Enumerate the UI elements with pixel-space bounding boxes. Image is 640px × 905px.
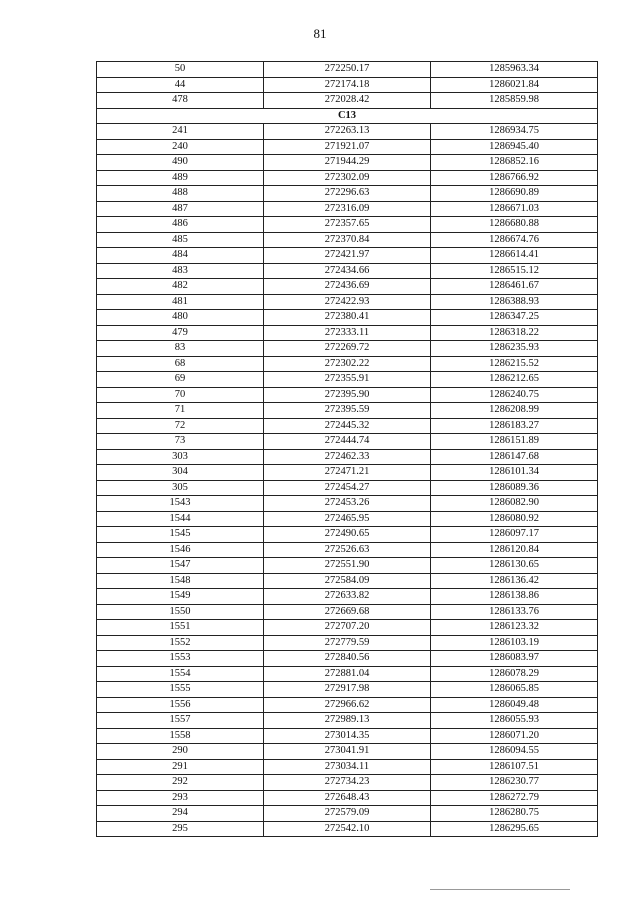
point-number-cell: 485 xyxy=(97,232,264,248)
point-number-cell: 1549 xyxy=(97,589,264,605)
point-number-cell: 68 xyxy=(97,356,264,372)
y-coordinate-cell: 1286049.48 xyxy=(431,697,598,713)
y-coordinate-cell: 1286208.99 xyxy=(431,403,598,419)
x-coordinate-cell: 272269.72 xyxy=(264,341,431,357)
x-coordinate-cell: 272395.90 xyxy=(264,387,431,403)
y-coordinate-cell: 1286674.76 xyxy=(431,232,598,248)
table-row xyxy=(97,186,598,202)
y-coordinate-cell: 1286080.92 xyxy=(431,511,598,527)
point-number-cell: 44 xyxy=(97,77,264,93)
table-row xyxy=(97,775,598,791)
point-number-cell: 295 xyxy=(97,821,264,837)
y-coordinate-cell: 1286945.40 xyxy=(431,139,598,155)
table-row xyxy=(97,279,598,295)
x-coordinate-cell: 272174.18 xyxy=(264,77,431,93)
x-coordinate-cell: 272648.43 xyxy=(264,790,431,806)
x-coordinate-cell: 272250.17 xyxy=(264,62,431,78)
table-row xyxy=(97,124,598,140)
y-coordinate-cell: 1286295.65 xyxy=(431,821,598,837)
x-coordinate-cell: 272669.68 xyxy=(264,604,431,620)
y-coordinate-cell: 1286515.12 xyxy=(431,263,598,279)
x-coordinate-cell: 272302.22 xyxy=(264,356,431,372)
y-coordinate-cell: 1286138.86 xyxy=(431,589,598,605)
y-coordinate-cell: 1286215.52 xyxy=(431,356,598,372)
table-row xyxy=(97,496,598,512)
y-coordinate-cell: 1286021.84 xyxy=(431,77,598,93)
table-row xyxy=(97,558,598,574)
table-row xyxy=(97,325,598,341)
point-number-cell: 478 xyxy=(97,93,264,109)
point-number-cell: 83 xyxy=(97,341,264,357)
point-number-cell: 482 xyxy=(97,279,264,295)
y-coordinate-cell: 1286690.89 xyxy=(431,186,598,202)
point-number-cell: 241 xyxy=(97,124,264,140)
point-number-cell: 240 xyxy=(97,139,264,155)
point-number-cell: 71 xyxy=(97,403,264,419)
x-coordinate-cell: 272989.13 xyxy=(264,713,431,729)
x-coordinate-cell: 271921.07 xyxy=(264,139,431,155)
point-number-cell: 291 xyxy=(97,759,264,775)
x-coordinate-cell: 272436.69 xyxy=(264,279,431,295)
table-row xyxy=(97,573,598,589)
x-coordinate-cell: 272471.21 xyxy=(264,465,431,481)
point-number-cell: 303 xyxy=(97,449,264,465)
x-coordinate-cell: 272421.97 xyxy=(264,248,431,264)
footer-rule xyxy=(430,889,570,890)
table-row xyxy=(97,170,598,186)
table-row xyxy=(97,155,598,171)
y-coordinate-cell: 1286071.20 xyxy=(431,728,598,744)
y-coordinate-cell: 1286934.75 xyxy=(431,124,598,140)
y-coordinate-cell: 1286136.42 xyxy=(431,573,598,589)
y-coordinate-cell: 1286388.93 xyxy=(431,294,598,310)
y-coordinate-cell: 1286347.25 xyxy=(431,310,598,326)
point-number-cell: 304 xyxy=(97,465,264,481)
y-coordinate-cell: 1286614.41 xyxy=(431,248,598,264)
table-row xyxy=(97,310,598,326)
y-coordinate-cell: 1286280.75 xyxy=(431,806,598,822)
table-row xyxy=(97,201,598,217)
table-row xyxy=(97,465,598,481)
x-coordinate-cell: 272263.13 xyxy=(264,124,431,140)
table-row xyxy=(97,294,598,310)
x-coordinate-cell: 272445.32 xyxy=(264,418,431,434)
table-row xyxy=(97,713,598,729)
x-coordinate-cell: 272444.74 xyxy=(264,434,431,450)
x-coordinate-cell: 272579.09 xyxy=(264,806,431,822)
x-coordinate-cell: 272551.90 xyxy=(264,558,431,574)
table-row xyxy=(97,93,598,109)
y-coordinate-cell: 1286133.76 xyxy=(431,604,598,620)
x-coordinate-cell: 272465.95 xyxy=(264,511,431,527)
table-row xyxy=(97,372,598,388)
point-number-cell: 294 xyxy=(97,806,264,822)
point-number-cell: 290 xyxy=(97,744,264,760)
table-row xyxy=(97,77,598,93)
point-number-cell: 488 xyxy=(97,186,264,202)
x-coordinate-cell: 272454.27 xyxy=(264,480,431,496)
point-number-cell: 490 xyxy=(97,155,264,171)
y-coordinate-cell: 1286083.97 xyxy=(431,651,598,667)
x-coordinate-cell: 272779.59 xyxy=(264,635,431,651)
page-number: 81 xyxy=(313,26,327,41)
table-row xyxy=(97,651,598,667)
y-coordinate-cell: 1285963.34 xyxy=(431,62,598,78)
x-coordinate-cell: 272380.41 xyxy=(264,310,431,326)
point-number-cell: 1558 xyxy=(97,728,264,744)
y-coordinate-cell: 1286103.19 xyxy=(431,635,598,651)
y-coordinate-cell: 1286101.34 xyxy=(431,465,598,481)
table-row xyxy=(97,790,598,806)
table-row xyxy=(97,418,598,434)
table-row xyxy=(97,387,598,403)
point-number-cell: 487 xyxy=(97,201,264,217)
x-coordinate-cell: 272584.09 xyxy=(264,573,431,589)
y-coordinate-cell: 1286230.77 xyxy=(431,775,598,791)
table-row xyxy=(97,604,598,620)
y-coordinate-cell: 1286120.84 xyxy=(431,542,598,558)
x-coordinate-cell: 272316.09 xyxy=(264,201,431,217)
point-number-cell: 481 xyxy=(97,294,264,310)
point-number-cell: 305 xyxy=(97,480,264,496)
y-coordinate-cell: 1286089.36 xyxy=(431,480,598,496)
x-coordinate-cell: 272490.65 xyxy=(264,527,431,543)
x-coordinate-cell: 272357.65 xyxy=(264,217,431,233)
y-coordinate-cell: 1286107.51 xyxy=(431,759,598,775)
y-coordinate-cell: 1286235.93 xyxy=(431,341,598,357)
point-number-cell: 483 xyxy=(97,263,264,279)
y-coordinate-cell: 1286272.79 xyxy=(431,790,598,806)
y-coordinate-cell: 1286212.65 xyxy=(431,372,598,388)
y-coordinate-cell: 1286097.17 xyxy=(431,527,598,543)
table-row xyxy=(97,759,598,775)
point-number-cell: 1543 xyxy=(97,496,264,512)
table-row xyxy=(97,682,598,698)
x-coordinate-cell: 272707.20 xyxy=(264,620,431,636)
coordinates-table-body xyxy=(97,62,598,837)
table-row xyxy=(97,356,598,372)
table-row xyxy=(97,635,598,651)
x-coordinate-cell: 272917.98 xyxy=(264,682,431,698)
table-row xyxy=(97,139,598,155)
y-coordinate-cell: 1286151.89 xyxy=(431,434,598,450)
y-coordinate-cell: 1286130.65 xyxy=(431,558,598,574)
x-coordinate-cell: 272355.91 xyxy=(264,372,431,388)
point-number-cell: 1551 xyxy=(97,620,264,636)
coordinates-table xyxy=(96,61,598,837)
table-row xyxy=(97,589,598,605)
section-label: C13 xyxy=(97,108,598,124)
point-number-cell: 69 xyxy=(97,372,264,388)
point-number-cell: 1555 xyxy=(97,682,264,698)
point-number-cell: 72 xyxy=(97,418,264,434)
table-row xyxy=(97,666,598,682)
x-coordinate-cell: 272462.33 xyxy=(264,449,431,465)
point-number-cell: 1546 xyxy=(97,542,264,558)
y-coordinate-cell: 1286766.92 xyxy=(431,170,598,186)
y-coordinate-cell: 1286055.93 xyxy=(431,713,598,729)
y-coordinate-cell: 1286852.16 xyxy=(431,155,598,171)
point-number-cell: 1552 xyxy=(97,635,264,651)
y-coordinate-cell: 1286094.55 xyxy=(431,744,598,760)
x-coordinate-cell: 271944.29 xyxy=(264,155,431,171)
table-row xyxy=(97,248,598,264)
table-row xyxy=(97,806,598,822)
table-row xyxy=(97,511,598,527)
y-coordinate-cell: 1286183.27 xyxy=(431,418,598,434)
point-number-cell: 1557 xyxy=(97,713,264,729)
y-coordinate-cell: 1286671.03 xyxy=(431,201,598,217)
point-number-cell: 1545 xyxy=(97,527,264,543)
point-number-cell: 1556 xyxy=(97,697,264,713)
y-coordinate-cell: 1286082.90 xyxy=(431,496,598,512)
table-row xyxy=(97,744,598,760)
y-coordinate-cell: 1286065.85 xyxy=(431,682,598,698)
table-row xyxy=(97,232,598,248)
table-row xyxy=(97,263,598,279)
point-number-cell: 1550 xyxy=(97,604,264,620)
x-coordinate-cell: 272966.62 xyxy=(264,697,431,713)
point-number-cell: 486 xyxy=(97,217,264,233)
x-coordinate-cell: 272840.56 xyxy=(264,651,431,667)
point-number-cell: 1553 xyxy=(97,651,264,667)
y-coordinate-cell: 1286123.32 xyxy=(431,620,598,636)
y-coordinate-cell: 1286318.22 xyxy=(431,325,598,341)
point-number-cell: 1547 xyxy=(97,558,264,574)
table-row xyxy=(97,449,598,465)
table-row xyxy=(97,217,598,233)
x-coordinate-cell: 272453.26 xyxy=(264,496,431,512)
point-number-cell: 50 xyxy=(97,62,264,78)
table-row xyxy=(97,527,598,543)
x-coordinate-cell: 272333.11 xyxy=(264,325,431,341)
table-row xyxy=(97,542,598,558)
x-coordinate-cell: 272422.93 xyxy=(264,294,431,310)
point-number-cell: 479 xyxy=(97,325,264,341)
x-coordinate-cell: 272633.82 xyxy=(264,589,431,605)
point-number-cell: 293 xyxy=(97,790,264,806)
table-row xyxy=(97,728,598,744)
x-coordinate-cell: 272395.59 xyxy=(264,403,431,419)
x-coordinate-cell: 272028.42 xyxy=(264,93,431,109)
table-row xyxy=(97,403,598,419)
x-coordinate-cell: 272370.84 xyxy=(264,232,431,248)
table-row xyxy=(97,620,598,636)
x-coordinate-cell: 272881.04 xyxy=(264,666,431,682)
point-number-cell: 1548 xyxy=(97,573,264,589)
x-coordinate-cell: 272434.66 xyxy=(264,263,431,279)
table-row xyxy=(97,697,598,713)
y-coordinate-cell: 1286680.88 xyxy=(431,217,598,233)
table-row xyxy=(97,821,598,837)
table-row xyxy=(97,62,598,78)
y-coordinate-cell: 1286078.29 xyxy=(431,666,598,682)
x-coordinate-cell: 272734.23 xyxy=(264,775,431,791)
x-coordinate-cell: 273014.35 xyxy=(264,728,431,744)
table-row xyxy=(97,434,598,450)
table-row xyxy=(97,480,598,496)
x-coordinate-cell: 272296.63 xyxy=(264,186,431,202)
point-number-cell: 1554 xyxy=(97,666,264,682)
point-number-cell: 292 xyxy=(97,775,264,791)
x-coordinate-cell: 273034.11 xyxy=(264,759,431,775)
table-row xyxy=(97,341,598,357)
y-coordinate-cell: 1286240.75 xyxy=(431,387,598,403)
x-coordinate-cell: 272526.63 xyxy=(264,542,431,558)
x-coordinate-cell: 273041.91 xyxy=(264,744,431,760)
section-row xyxy=(97,108,598,124)
point-number-cell: 489 xyxy=(97,170,264,186)
point-number-cell: 1544 xyxy=(97,511,264,527)
point-number-cell: 480 xyxy=(97,310,264,326)
y-coordinate-cell: 1286147.68 xyxy=(431,449,598,465)
point-number-cell: 484 xyxy=(97,248,264,264)
x-coordinate-cell: 272542.10 xyxy=(264,821,431,837)
point-number-cell: 73 xyxy=(97,434,264,450)
y-coordinate-cell: 1285859.98 xyxy=(431,93,598,109)
point-number-cell: 70 xyxy=(97,387,264,403)
y-coordinate-cell: 1286461.67 xyxy=(431,279,598,295)
x-coordinate-cell: 272302.09 xyxy=(264,170,431,186)
